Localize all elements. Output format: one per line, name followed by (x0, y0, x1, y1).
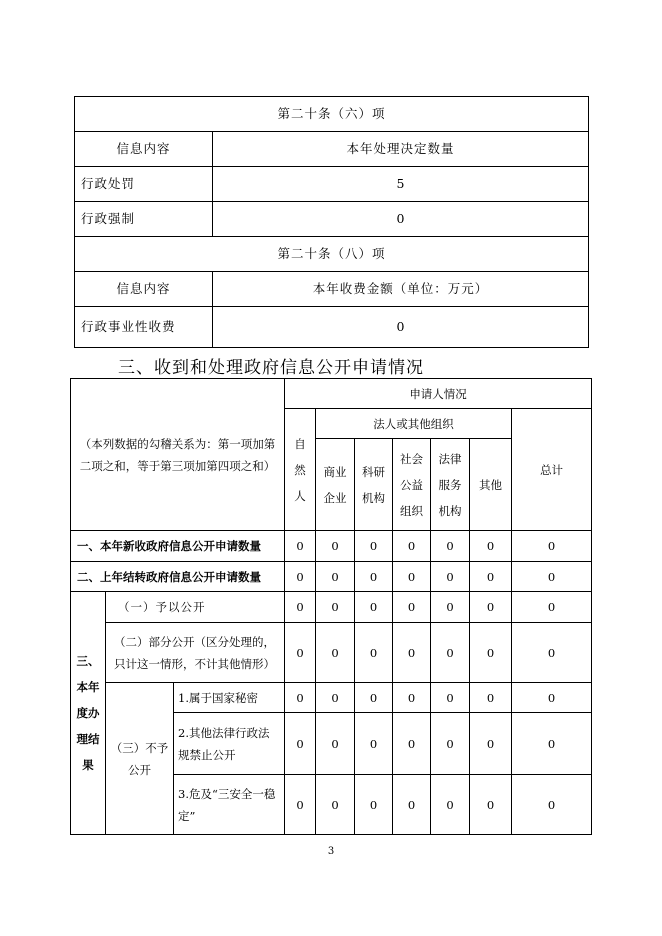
sub1-label: （一）予以公开 (106, 592, 285, 623)
value-cell: 0 (393, 562, 431, 592)
row1-label: 一、本年新收政府信息公开申请数量 (71, 531, 285, 562)
value-cell: 0 (285, 713, 316, 775)
value-cell: 0 (470, 592, 512, 623)
value-cell: 0 (512, 683, 592, 713)
value-cell: 0 (431, 775, 470, 835)
value-cell: 0 (355, 562, 393, 592)
value-cell: 0 (285, 531, 316, 562)
row2-label: 二、上年结转政府信息公开申请数量 (71, 562, 285, 592)
col-count-header: 本年处理决定数量 (213, 132, 589, 167)
table-row (71, 623, 592, 683)
section-a-title: 第二十条（六）项 (75, 97, 589, 132)
value-cell: 0 (316, 775, 355, 835)
value-cell: 0 (393, 531, 431, 562)
value-cell: 0 (316, 713, 355, 775)
value-cell: 0 (355, 775, 393, 835)
value-cell: 0 (431, 592, 470, 623)
value-cell: 0 (355, 623, 393, 683)
value-cell: 0 (393, 592, 431, 623)
table-row (71, 531, 592, 562)
natural-person-header: 自 然 人 (285, 409, 316, 531)
sub3-label: （三）不予 公开 (106, 683, 174, 835)
application-table (70, 378, 592, 835)
value-cell: 0 (512, 531, 592, 562)
row-value: 5 (213, 167, 589, 202)
applicant-header: 申请人情况 (285, 379, 592, 409)
value-cell: 0 (285, 592, 316, 623)
table-row (71, 683, 592, 713)
col-amount-header: 本年收费金额（单位：万元） (213, 272, 589, 307)
org-col-research: 科研 机构 (355, 439, 393, 531)
value-cell: 0 (316, 562, 355, 592)
value-cell: 0 (393, 623, 431, 683)
value-cell: 0 (431, 531, 470, 562)
sub3-item-label: 2.其他法律行政法 规禁止公开 (174, 713, 285, 775)
value-cell: 0 (285, 623, 316, 683)
table-row (71, 562, 592, 592)
total-header: 总计 (512, 409, 592, 531)
note-cell: （本列数据的勾稽关系为：第一项加第二项之和，等于第三项加第四项之和） (71, 379, 285, 531)
value-cell: 0 (316, 592, 355, 623)
value-cell: 0 (285, 562, 316, 592)
value-cell: 0 (470, 531, 512, 562)
section-b-title: 第二十条（八）项 (75, 237, 589, 272)
value-cell: 0 (393, 713, 431, 775)
value-cell: 0 (285, 775, 316, 835)
section-heading: 三、收到和处理政府信息公开申请情况 (118, 358, 424, 378)
value-cell: 0 (512, 623, 592, 683)
sub3-item-label: 3.危及“三安全一稳 定” (174, 775, 285, 835)
section3-label: 三、 本年 度办 理结 果 (71, 592, 106, 835)
row-value: 0 (213, 202, 589, 237)
row-label: 行政强制 (75, 202, 213, 237)
legal-org-header: 法人或其他组织 (316, 409, 512, 439)
org-col-legal-service: 法律 服务 机构 (431, 439, 470, 531)
value-cell: 0 (512, 775, 592, 835)
value-cell: 0 (431, 683, 470, 713)
value-cell: 0 (285, 683, 316, 713)
table-row (71, 592, 592, 623)
sub2-label: （二）部分公开（区分处理的， 只计这一情形，不计其他情形） (106, 623, 285, 683)
table-row (75, 167, 589, 202)
value-cell: 0 (470, 713, 512, 775)
org-col-other: 其他 (470, 439, 512, 531)
page-number: 3 (327, 846, 335, 857)
sub3-item-label: 1.属于国家秘密 (174, 683, 285, 713)
value-cell: 0 (431, 623, 470, 683)
value-cell: 0 (431, 562, 470, 592)
table-row (75, 202, 589, 237)
value-cell: 0 (316, 531, 355, 562)
value-cell: 0 (512, 713, 592, 775)
value-cell: 0 (470, 775, 512, 835)
table-row (75, 307, 589, 348)
value-cell: 0 (393, 683, 431, 713)
value-cell: 0 (355, 713, 393, 775)
value-cell: 0 (316, 623, 355, 683)
org-col-public-welfare: 社会 公益 组织 (393, 439, 431, 531)
org-col-business: 商业 企业 (316, 439, 355, 531)
col-content-header: 信息内容 (75, 272, 213, 307)
value-cell: 0 (512, 562, 592, 592)
col-content-header: 信息内容 (75, 132, 213, 167)
value-cell: 0 (470, 562, 512, 592)
value-cell: 0 (355, 592, 393, 623)
row-value: 0 (213, 307, 589, 348)
row-label: 行政处罚 (75, 167, 213, 202)
value-cell: 0 (393, 775, 431, 835)
value-cell: 0 (512, 592, 592, 623)
value-cell: 0 (431, 713, 470, 775)
value-cell: 0 (355, 683, 393, 713)
value-cell: 0 (470, 683, 512, 713)
disclosure-table (74, 96, 589, 348)
value-cell: 0 (470, 623, 512, 683)
value-cell: 0 (316, 683, 355, 713)
value-cell: 0 (355, 531, 393, 562)
row-label: 行政事业性收费 (75, 307, 213, 348)
